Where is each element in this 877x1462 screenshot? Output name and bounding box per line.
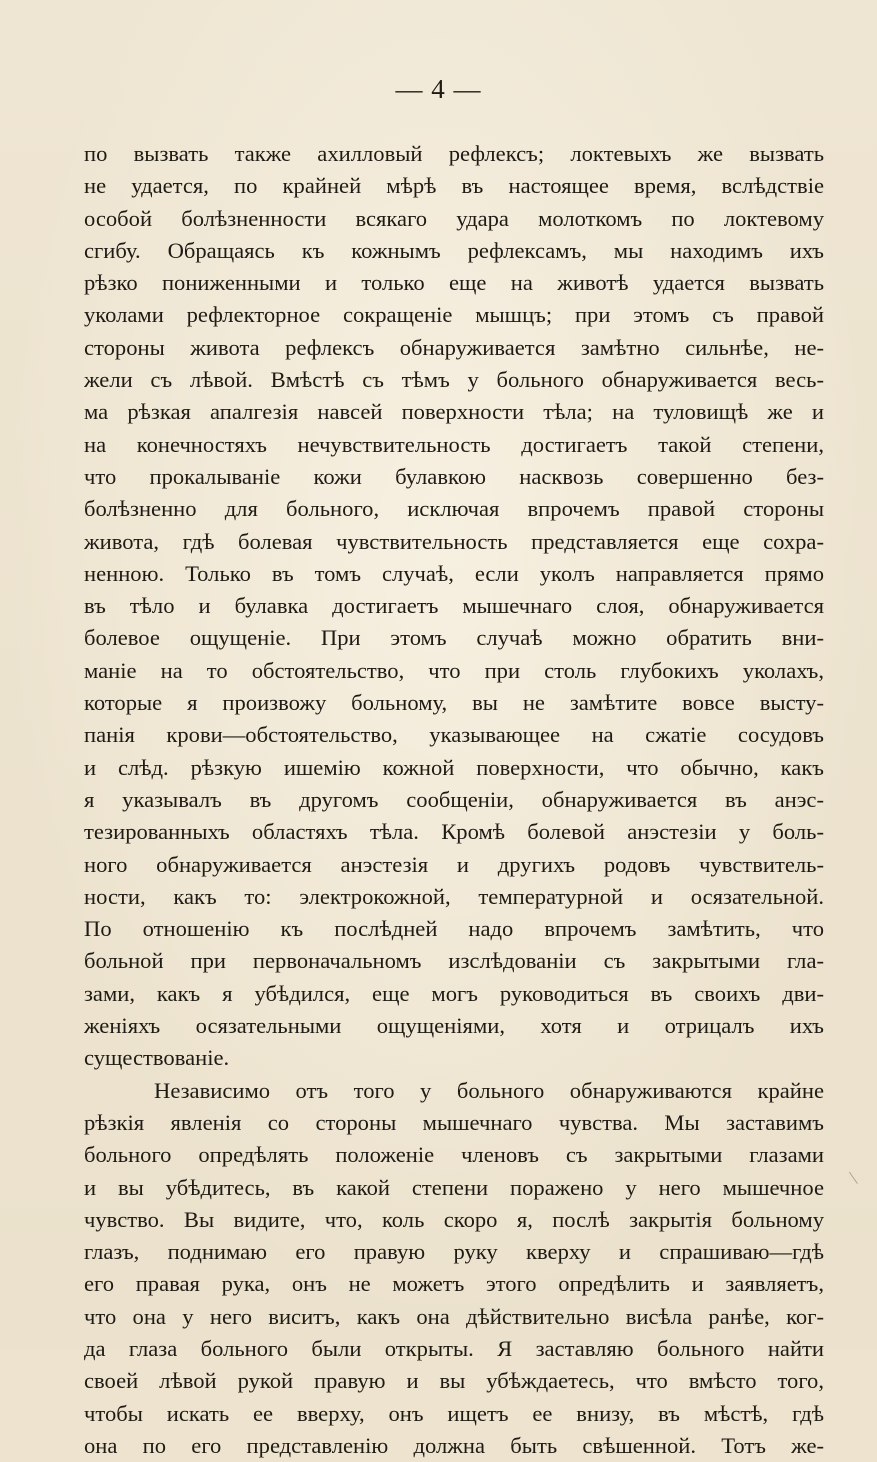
text-line: ного обнаруживается анэстезія и другихъ родовъ чувствитель- <box>84 851 824 877</box>
text-line: зами, какъ я убѣдился, еще могъ руководиться въ своихъ дви- <box>84 980 824 1006</box>
text-line: что она у него виситъ, какъ она дѣйствительно висѣла ранѣе, ког- <box>84 1303 824 1329</box>
paragraph-end-line: существованіе. <box>84 1045 230 1071</box>
text-line: она по его представленію должна быть свѣшенной. Тотъ же- <box>84 1432 824 1458</box>
text-line: болѣзненно для больного, исключая впрочемъ правой стороны <box>84 496 824 522</box>
text-line: которые я произвожу больному, вы не замѣтите вовсе высту- <box>84 690 824 716</box>
text-line: болевое ощущеніе. При этомъ случаѣ можно обратить вни- <box>84 625 824 651</box>
text-line: женіяхъ осязательными ощущеніями, хотя и отрицалъ ихъ <box>84 1013 824 1039</box>
margin-mark <box>849 1166 866 1184</box>
text-line: не удается, по крайней мѣрѣ въ настоящее время, вслѣдствіе <box>84 173 824 199</box>
text-line: ности, какъ то: электрокожной, температурной и осязательной. <box>84 883 824 909</box>
text-line: тезированныхъ областяхъ тѣла. Кромѣ болевой анэстезіи у боль- <box>84 819 824 845</box>
text-line: на конечностяхъ нечувствительность достигаетъ такой степени, <box>84 431 824 457</box>
text-line: да глаза больного были открыты. Я заставляю больного найти <box>84 1335 824 1361</box>
text-line: его правая рука, онъ не можетъ этого опредѣлить и заявляетъ, <box>84 1271 824 1297</box>
text-line: въ тѣло и булавка достигаетъ мышечнаго слоя, обнаруживается <box>84 593 824 619</box>
text-line: по вызвать также ахилловый рефлексъ; локтевыхъ же вызвать <box>84 141 824 166</box>
text-line: По отношенію къ послѣдней надо впрочемъ замѣтить, что <box>84 916 824 942</box>
text-line: уколами рефлекторное сокращеніе мышцъ; при этомъ съ правой <box>84 302 824 328</box>
text-line: больной при первоначальномъ изслѣдованіи съ закрытыми гла- <box>84 948 824 974</box>
text-line: ма рѣзкая апалгезія навсей поверхности тѣла; на туловищѣ же и <box>84 399 824 425</box>
text-line: особой болѣзненности всякаго удара молоткомъ по локтевому <box>84 205 824 231</box>
text-line: чтобы искать ее вверху, онъ ищетъ ее внизу, въ мѣстѣ, гдѣ <box>84 1400 824 1426</box>
text-line: сгибу. Обращаясь къ кожнымъ рефлексамъ, мы находимъ ихъ <box>84 237 824 263</box>
text-line: рѣзкія явленія со стороны мышечнаго чувства. Мы заставимъ <box>84 1109 824 1135</box>
text-line: что прокалываніе кожи булавкою насквозь совершенно без- <box>84 463 824 489</box>
text-line: своей лѣвой рукой правую и вы убѣждаетесь, что вмѣсто того, <box>84 1368 824 1394</box>
text-line: стороны живота рефлексъ обнаруживается замѣтно сильнѣе, не- <box>84 334 824 360</box>
text-line: панія крови—обстоятельство, указывающее на сжатіе сосудовъ <box>84 722 824 748</box>
text-line: я указывалъ въ другомъ сообщеніи, обнаруживается въ анэс- <box>84 786 824 812</box>
body-text <box>84 138 824 1462</box>
page-number: — 4 — <box>395 74 482 104</box>
text-line: и слѣд. рѣзкую ишемію кожной поверхности, что обычно, какъ <box>84 754 824 780</box>
text-line: чувство. Вы видите, что, коль скоро я, послѣ закрытія больному <box>84 1206 824 1232</box>
text-line: живота, гдѣ болевая чувствительность представляется еще сохра- <box>84 528 824 554</box>
text-line: и вы убѣдитесь, въ какой степени поражено у него мышечное <box>84 1174 824 1200</box>
text-line: глазъ, поднимаю его правую руку кверху и спрашиваю—гдѣ <box>84 1239 824 1265</box>
text-line: больного опредѣлять положеніе членовъ съ закрытыми глазами <box>84 1142 824 1168</box>
text-line: жели съ лѣвой. Вмѣстѣ съ тѣмъ у больного обнаруживается весь- <box>84 367 824 393</box>
paragraph-start-line: Независимо отъ того у больного обнаруживаются крайне <box>154 1077 824 1103</box>
text-line: ненною. Только въ томъ случаѣ, если уколъ направляется прямо <box>84 560 824 586</box>
text-line: рѣзко пониженными и только еще на животѣ удается вызвать <box>84 270 824 296</box>
text-line: маніе на то обстоятельство, что при столь глубокихъ уколахъ, <box>84 657 824 683</box>
